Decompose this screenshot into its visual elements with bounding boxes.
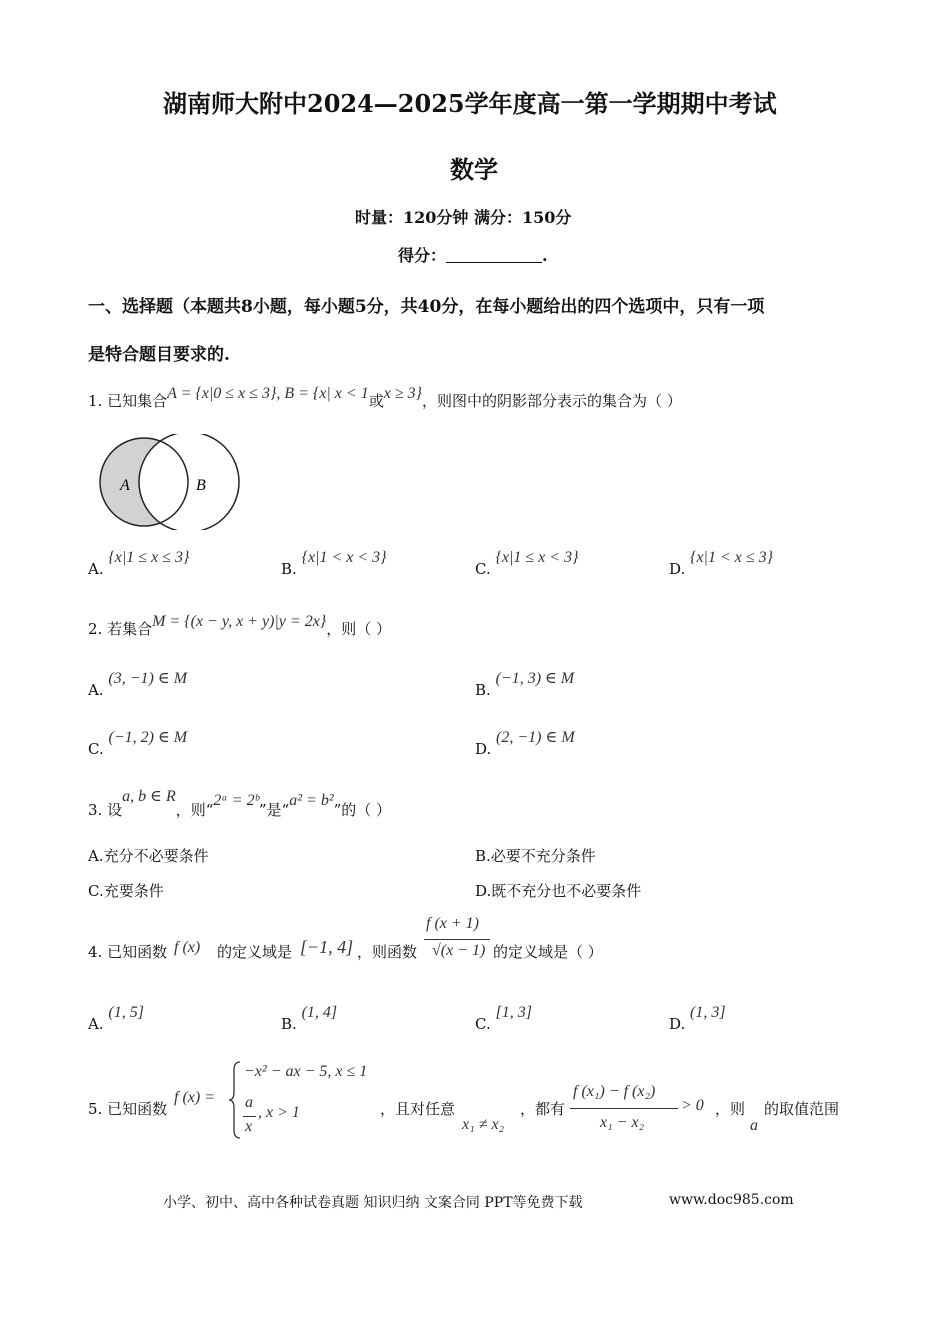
- q5-suffix: 的取值范围: [764, 1100, 840, 1118]
- score-line: [398, 243, 548, 266]
- q1-set-a: A = {x|0 ≤ x ≤ 3}, B = {x| x < 1: [167, 385, 369, 402]
- q2-option-c[interactable]: C. (−1, 2) ∈ M: [88, 729, 188, 758]
- q1-set-b: x ≥ 3}: [383, 385, 422, 402]
- q4-frac-den: √(x − 1): [432, 942, 486, 959]
- q4-option-b[interactable]: B. (1, 4]: [281, 1004, 338, 1033]
- q5-var: a: [750, 1117, 758, 1134]
- q5-mid1: ，且对任意: [380, 1100, 456, 1118]
- q4-frac-bar: [424, 939, 490, 940]
- q2-option-b[interactable]: B. (−1, 3) ∈ M: [475, 670, 575, 699]
- q1-suffix: ，则图中的阴影部分表示的集合为（ ）: [422, 392, 682, 410]
- q4-frac-num: f (x + 1): [426, 915, 479, 932]
- q3-expr2: a² = b²: [289, 792, 334, 809]
- q2-option-d[interactable]: D. (2, −1) ∈ M: [475, 729, 575, 758]
- q5-case2-bar: [243, 1116, 256, 1117]
- q5-case2-cond: , x > 1: [258, 1104, 300, 1121]
- q4-mid1: 的定义域是: [217, 943, 293, 961]
- q1-option-a[interactable]: A. {x|1 ≤ x ≤ 3}: [88, 549, 190, 578]
- q5-case1: −x² − ax − 5, x ≤ 1: [244, 1063, 368, 1080]
- question-3: [88, 785, 392, 819]
- footer-link[interactable]: www.doc985.com: [669, 1192, 794, 1208]
- score-label: 得分：: [398, 246, 447, 265]
- section-heading-line1: 一、选择题（本题共8小题，每小题5分，共40分，在每小题给出的四个选项中，只有一项: [88, 297, 765, 317]
- q3-prefix: 3. 设: [88, 801, 123, 819]
- q3-option-d[interactable]: D.既不充分也不必要条件: [475, 882, 642, 900]
- q5-frac-den: x₁ − x₂: [600, 1114, 645, 1131]
- q4-fx: f (x): [174, 939, 201, 956]
- section-heading-line2: 是特合题目要求的.: [88, 345, 230, 365]
- venn-diagram: [86, 434, 246, 530]
- q5-frac-bar: [570, 1108, 678, 1109]
- q5-cond: x₁ ≠ x₂: [462, 1116, 505, 1133]
- q1-option-b[interactable]: B. {x|1 < x < 3}: [281, 549, 387, 578]
- q3-ab: a, b ∈ R: [122, 788, 176, 805]
- q5-gt: > 0: [681, 1097, 704, 1114]
- venn-label-a: A: [120, 477, 130, 494]
- q2-option-a[interactable]: A. (3, −1) ∈ M: [88, 670, 188, 699]
- q4-domain: [−1, 4]: [300, 937, 354, 957]
- q1-option-c[interactable]: C. {x|1 ≤ x < 3}: [475, 549, 579, 578]
- footer-text: 小学、初中、高中各种试卷真题 知识归纳 文案合同 PPT等免费下载: [163, 1195, 583, 1211]
- q4-option-d[interactable]: D. (1, 3]: [669, 1004, 726, 1033]
- q3-suffix: ”的（ ）: [333, 801, 392, 819]
- q5-fx: f (x) =: [174, 1089, 215, 1106]
- q5-brace: [228, 1060, 242, 1140]
- venn-label-b: B: [196, 477, 206, 494]
- q4-mid2: ，则函数: [357, 943, 418, 961]
- q3-option-b[interactable]: B.必要不充分条件: [475, 847, 596, 865]
- question-1: [88, 382, 682, 410]
- q1-or: 或: [368, 392, 384, 410]
- q5-case2-den: x: [245, 1118, 253, 1135]
- score-end: .: [542, 246, 548, 265]
- q3-expr1: 2ᵃ = 2ᵇ: [213, 792, 259, 809]
- q1-option-d[interactable]: D. {x|1 < x ≤ 3}: [669, 549, 774, 578]
- q2-prefix: 2. 若集合: [88, 620, 153, 638]
- q5-prefix: 5. 已知函数: [88, 1100, 168, 1118]
- question-2: [88, 610, 391, 638]
- q4-suffix: 的定义域是（ ）: [493, 943, 603, 961]
- page-title: 湖南师大附中2024—2025学年度高一第一学期期中考试: [163, 89, 777, 118]
- q4-prefix: 4. 已知函数: [88, 943, 168, 961]
- q5-case2-num: a: [245, 1094, 253, 1111]
- score-blank: [446, 247, 542, 263]
- q3-mid1: ，则“: [175, 801, 214, 819]
- q5-mid3: ，则: [715, 1100, 746, 1118]
- q2-suffix: ，则（ ）: [326, 620, 391, 638]
- q3-mid2: ”是“: [258, 801, 290, 819]
- q5-mid2: ，都有: [520, 1100, 566, 1118]
- exam-info: 时量：120分钟 满分：150分: [355, 208, 572, 227]
- q5-frac-num: f (x₁) − f (x₂): [573, 1083, 656, 1100]
- q3-option-c[interactable]: C.充要条件: [88, 882, 164, 900]
- q3-option-a[interactable]: A.充分不必要条件: [88, 847, 209, 865]
- q4-option-a[interactable]: A. (1, 5]: [88, 1004, 144, 1033]
- q1-prefix: 1. 已知集合: [88, 392, 168, 410]
- q2-expr: M = {(x − y, x + y)|y = 2x}: [152, 613, 327, 630]
- subject-title: 数学: [450, 155, 498, 184]
- q4-option-c[interactable]: C. [1, 3]: [475, 1004, 532, 1033]
